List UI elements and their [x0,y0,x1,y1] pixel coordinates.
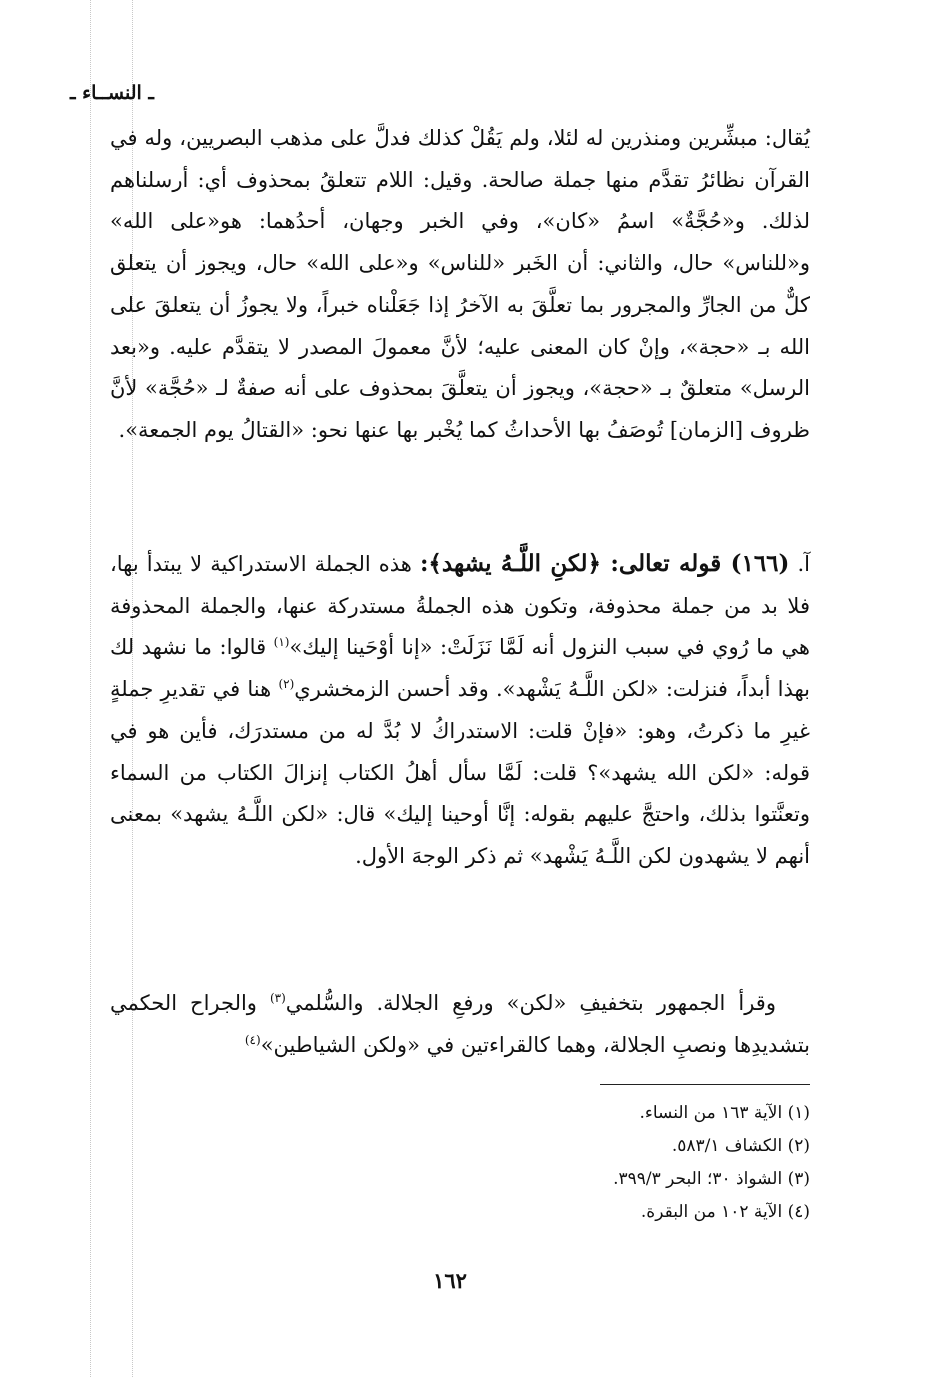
paragraph-label: آ. [797,552,810,576]
footnote-3: (٣) الشواذ ٣٠؛ البحر ٣٩٩/٣. [613,1169,810,1189]
paragraph-3-text-a: وقرأ الجمهور بتخفيفِ «لكن» ورفعِ الجلالة. والسُّلمي [285,991,776,1015]
footnote-4: (٤) الآية ١٠٢ من البقرة. [640,1202,810,1222]
running-head: ـ النســاء ـ [70,82,154,104]
footnote-1: (١) الآية ١٦٣ من النساء. [639,1103,810,1123]
verse-heading: (١٦٦) قوله تعالى: ﴿لكنِ اللَّـهُ يشهد﴾: [419,550,790,577]
footnote-2: (٢) الكشاف ٥٨٣/١. [671,1136,810,1156]
footnote-ref-4: (٤) [244,1032,261,1047]
footnote-divider [600,1084,810,1085]
paragraph-2 [110,543,810,878]
paragraph-2-text-b: قالوا: ما نشهد لك بهذا أبداً، فنزلت: «لكن اللَّـهُ يَشْهد». وقد أحسن الزمخشري [110,635,811,702]
footnote-ref-3: (٣) [269,991,286,1005]
footnotes [450,1097,810,1229]
paragraph-3-text-b: والجراح الحكمي بتشديدِها ونصبِ الجلالة، وهما كالقراءتين في «ولكن الشياطين» [110,991,810,1057]
footnote-ref-2: (٢) [278,677,295,692]
paragraph-1: يُقال: مبشِّرين ومنذرين له لئلا، ولم يَقُلْ كذلك فدلَّ على مذهب البصريين، وله في القرآن نظائرُ تقدَّم منها جملة صالحة. وقيل: اللام تتعلقُ بمحذوف أي: أرسلناهم لذلك. و«حُجَّةٌ» اسمُ «كان»، وفي الخبر وجهان، أحدُهما: هو«على الله» و«للناس» حال، والثاني: أن الخَبر «للناس» و«على الله» حال، ويجوز أن يتعلق كلٌّ من الجارِّ والمجرور بما تعلَّقَ به الآخرُ إذا جَعَلْناه خبراً، ولا يجوزُ أن يتعلقَ على الله بـ «حجة»، وإنْ كان المعنى عليه؛ لأنَّ معمولَ المصدر لا يتقدَّم عليه. و«بعد الرسل» متعلقٌ بـ «حجة»، ويجوز أن يتعلَّقَ بمحذوف على أنه صفةٌ لـ «حُجَّة» لأنَّ ظروف [الزمان] تُوصَفُ بها الأحداثُ كما يُخْبر بها عنها نحو: «القتالُ يوم الجمعة». [110,126,810,442]
left-margin-rule [90,0,91,1377]
paragraph-3 [110,983,810,1066]
paragraph-2-text-a: هذه الجملة الاستدراكية لا يبتدأ بها، فلا بد من جملة محذوفة، وتكون هذه الجملةُ مستدركة عنها، والجملة المحذوفة هي ما رُوي في سبب النزول أنه لَمَّا نَزَلَتْ: «إنا أوْحَينا إليك» [110,552,811,660]
footnote-ref-1: (١) [273,635,290,650]
page-number: ١٦٢ [433,1268,467,1293]
paragraph-2-text-c: هنا في تقديرِ جملةٍ غيرِ ما ذكرتُ، وهو: «فإنْ قلت: الاستدراكُ لا بُدَّ له من مستدرَك، فأين هو في قوله: «لكن الله يشهد»؟ قلت: لَمَّا سأل أهلُ الكتاب إنزالَ الكتاب من السماء وتعنَّتوا بذلك، واحتجَّ عليهم بقوله: إنَّا أوحينا إليك» قال: «لكن اللَّـهُ يشهد» بمعنى أنهم لا يشهدون لكن اللَّـهُ يَشْهد» ثم ذكر الوجهَ الأول. [110,677,810,868]
